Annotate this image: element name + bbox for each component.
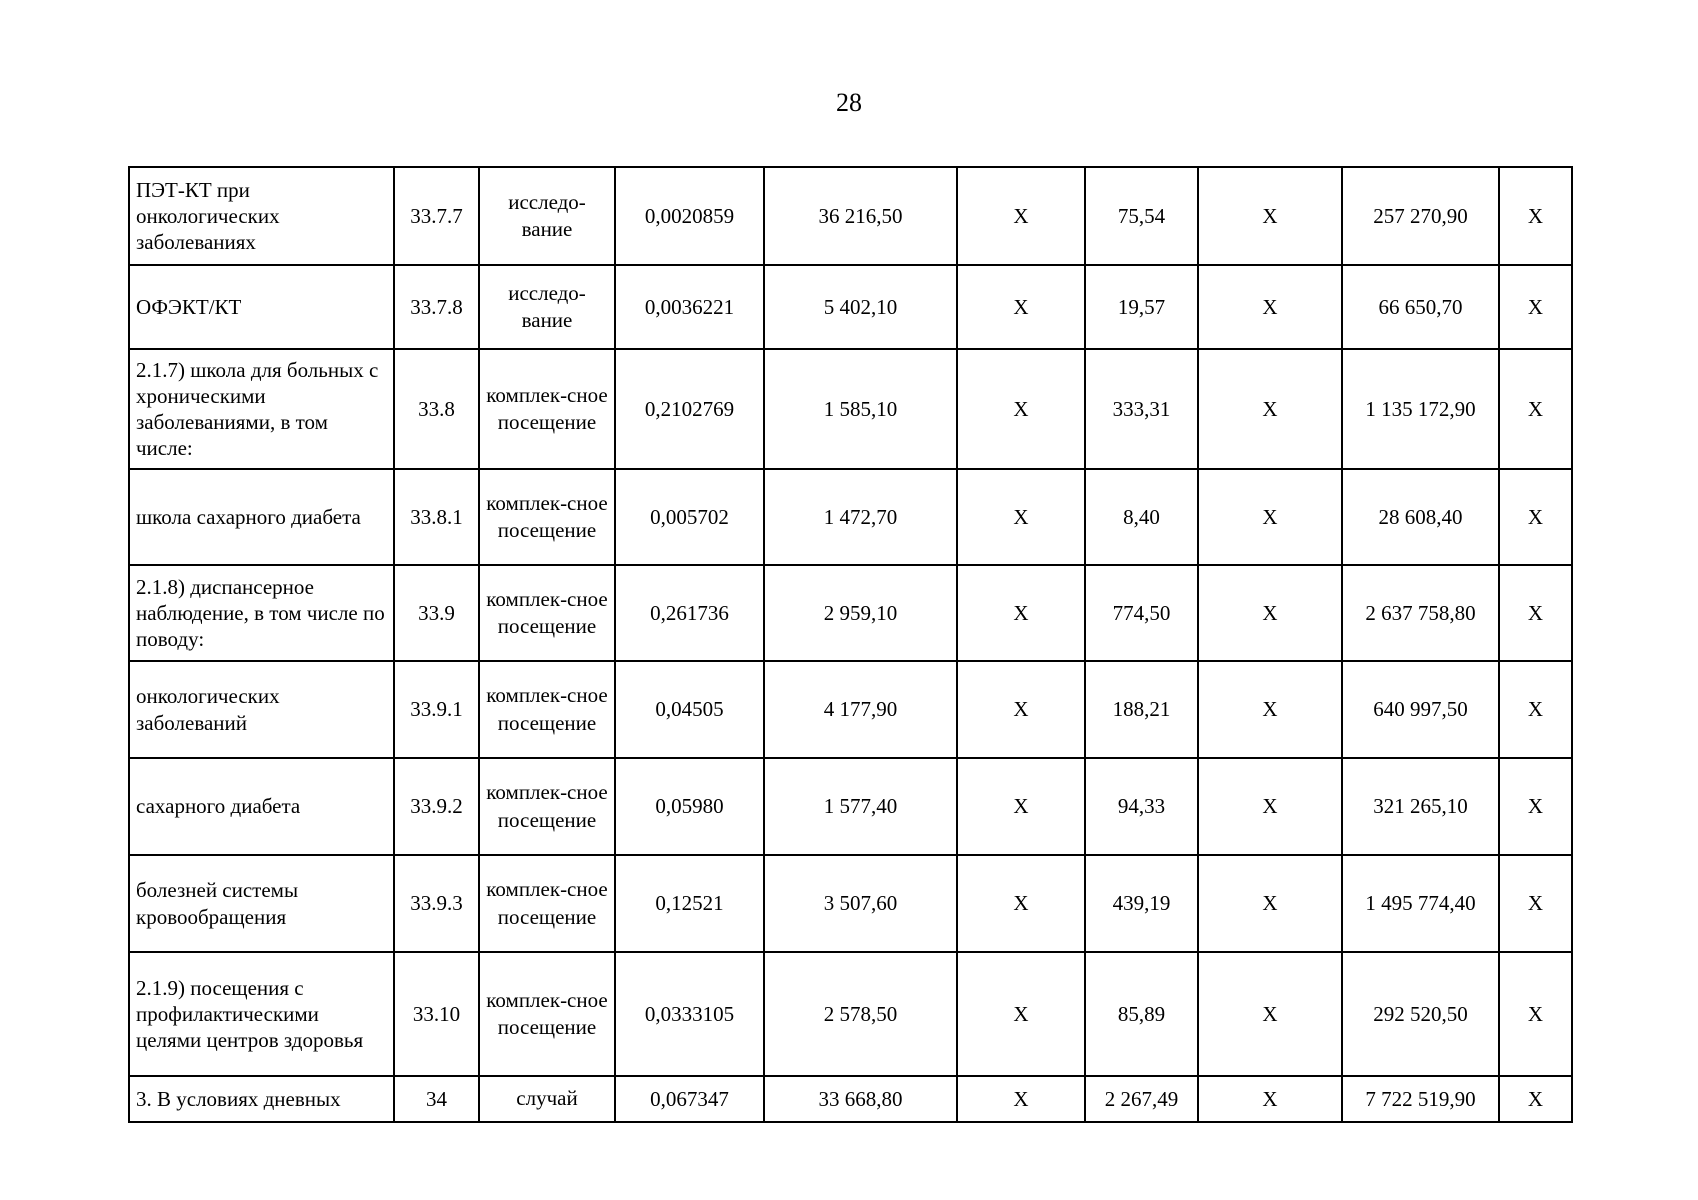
x-mark: Х: [1198, 565, 1342, 661]
table-row: [129, 167, 1572, 265]
unit-cell: исследо-вание: [479, 167, 615, 265]
unit-cell: комплек-сное посещение: [479, 469, 615, 565]
norm-cell: 0,2102769: [615, 349, 764, 469]
per-capita-cell: 2 267,49: [1085, 1076, 1198, 1122]
unit-cell: комплек-сное посещение: [479, 758, 615, 855]
row-label: ПЭТ-КТ при онкологических заболеваниях: [129, 167, 394, 265]
total-cell: 7 722 519,90: [1342, 1076, 1499, 1122]
row-number: 33.9.3: [394, 855, 479, 952]
x-mark: Х: [1198, 1076, 1342, 1122]
tariff-table: [128, 166, 1573, 1123]
row-label: ОФЭКТ/КТ: [129, 265, 394, 349]
per-capita-cell: 75,54: [1085, 167, 1198, 265]
x-mark: Х: [1198, 661, 1342, 758]
cost-cell: 2 578,50: [764, 952, 957, 1076]
x-mark: Х: [1198, 265, 1342, 349]
cost-cell: 1 472,70: [764, 469, 957, 565]
cost-cell: 4 177,90: [764, 661, 957, 758]
x-mark: Х: [1499, 167, 1572, 265]
table-row: [129, 265, 1572, 349]
x-mark: Х: [957, 469, 1085, 565]
x-mark: Х: [957, 855, 1085, 952]
row-number: 33.9: [394, 565, 479, 661]
unit-cell: комплек-сное посещение: [479, 661, 615, 758]
total-cell: 28 608,40: [1342, 469, 1499, 565]
per-capita-cell: 188,21: [1085, 661, 1198, 758]
cost-cell: 1 577,40: [764, 758, 957, 855]
per-capita-cell: 94,33: [1085, 758, 1198, 855]
norm-cell: 0,261736: [615, 565, 764, 661]
x-mark: Х: [1198, 952, 1342, 1076]
table-row: [129, 565, 1572, 661]
x-mark: Х: [1499, 952, 1572, 1076]
row-label: онкологических заболеваний: [129, 661, 394, 758]
page-number: 28: [836, 88, 862, 117]
total-cell: 640 997,50: [1342, 661, 1499, 758]
x-mark: Х: [1198, 349, 1342, 469]
x-mark: Х: [1499, 565, 1572, 661]
row-number: 33.10: [394, 952, 479, 1076]
x-mark: Х: [1499, 758, 1572, 855]
row-number: 33.9.2: [394, 758, 479, 855]
unit-cell: случай: [479, 1076, 615, 1122]
total-cell: 66 650,70: [1342, 265, 1499, 349]
x-mark: Х: [1499, 661, 1572, 758]
x-mark: Х: [1499, 469, 1572, 565]
total-cell: 1 135 172,90: [1342, 349, 1499, 469]
x-mark: Х: [957, 565, 1085, 661]
table-row: [129, 469, 1572, 565]
per-capita-cell: 19,57: [1085, 265, 1198, 349]
norm-cell: 0,12521: [615, 855, 764, 952]
table-row: [129, 1076, 1572, 1122]
x-mark: Х: [957, 349, 1085, 469]
unit-cell: исследо-вание: [479, 265, 615, 349]
table-row: [129, 661, 1572, 758]
unit-cell: комплек-сное посещение: [479, 952, 615, 1076]
x-mark: Х: [957, 167, 1085, 265]
x-mark: Х: [957, 661, 1085, 758]
row-number: 33.9.1: [394, 661, 479, 758]
total-cell: 2 637 758,80: [1342, 565, 1499, 661]
norm-cell: 0,05980: [615, 758, 764, 855]
row-label: 2.1.9) посещения с профилактическими целями центров здоровья: [129, 952, 394, 1076]
cost-cell: 1 585,10: [764, 349, 957, 469]
table-row: [129, 758, 1572, 855]
x-mark: Х: [1198, 758, 1342, 855]
x-mark: Х: [1198, 469, 1342, 565]
cost-cell: 3 507,60: [764, 855, 957, 952]
x-mark: Х: [1499, 265, 1572, 349]
row-label: 2.1.7) школа для больных с хроническими заболеваниями, в том числе:: [129, 349, 394, 469]
row-number: 33.7.8: [394, 265, 479, 349]
per-capita-cell: 439,19: [1085, 855, 1198, 952]
cost-cell: 2 959,10: [764, 565, 957, 661]
norm-cell: 0,04505: [615, 661, 764, 758]
x-mark: Х: [1499, 349, 1572, 469]
cost-cell: 33 668,80: [764, 1076, 957, 1122]
per-capita-cell: 774,50: [1085, 565, 1198, 661]
norm-cell: 0,005702: [615, 469, 764, 565]
unit-cell: комплек-сное посещение: [479, 565, 615, 661]
total-cell: 321 265,10: [1342, 758, 1499, 855]
per-capita-cell: 333,31: [1085, 349, 1198, 469]
x-mark: Х: [957, 952, 1085, 1076]
row-number: 33.7.7: [394, 167, 479, 265]
norm-cell: 0,0036221: [615, 265, 764, 349]
total-cell: 1 495 774,40: [1342, 855, 1499, 952]
per-capita-cell: 85,89: [1085, 952, 1198, 1076]
x-mark: Х: [957, 758, 1085, 855]
row-number: 33.8: [394, 349, 479, 469]
row-label: болезней системы кровообращения: [129, 855, 394, 952]
x-mark: Х: [1499, 1076, 1572, 1122]
x-mark: Х: [1499, 855, 1572, 952]
total-cell: 257 270,90: [1342, 167, 1499, 265]
table-row: [129, 855, 1572, 952]
total-cell: 292 520,50: [1342, 952, 1499, 1076]
per-capita-cell: 8,40: [1085, 469, 1198, 565]
row-label: школа сахарного диабета: [129, 469, 394, 565]
norm-cell: 0,0020859: [615, 167, 764, 265]
x-mark: Х: [1198, 167, 1342, 265]
row-label: 3. В условиях дневных: [129, 1076, 394, 1122]
row-label: 2.1.8) диспансерное наблюдение, в том числе по поводу:: [129, 565, 394, 661]
norm-cell: 0,0333105: [615, 952, 764, 1076]
cost-cell: 36 216,50: [764, 167, 957, 265]
x-mark: Х: [1198, 855, 1342, 952]
unit-cell: комплек-сное посещение: [479, 349, 615, 469]
x-mark: Х: [957, 1076, 1085, 1122]
row-label: сахарного диабета: [129, 758, 394, 855]
x-mark: Х: [957, 265, 1085, 349]
unit-cell: комплек-сное посещение: [479, 855, 615, 952]
row-number: 33.8.1: [394, 469, 479, 565]
table-row: [129, 349, 1572, 469]
norm-cell: 0,067347: [615, 1076, 764, 1122]
cost-cell: 5 402,10: [764, 265, 957, 349]
row-number: 34: [394, 1076, 479, 1122]
table-row: [129, 952, 1572, 1076]
